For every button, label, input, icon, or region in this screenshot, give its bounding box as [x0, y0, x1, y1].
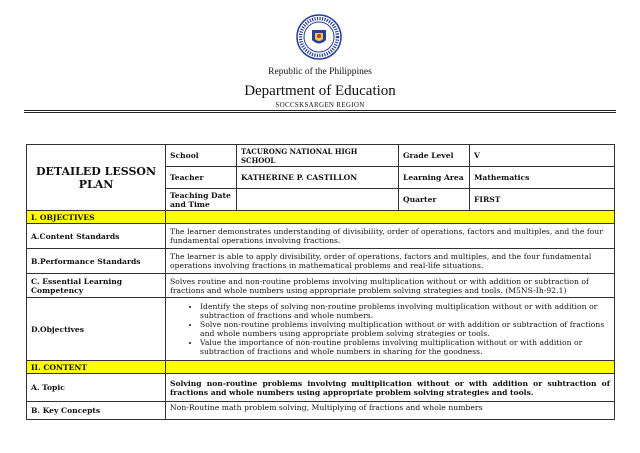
quarter-label: Quarter: [399, 189, 470, 211]
key-concepts-text: Non-Routine math problem solving, Multiplying of fractions and whole numbers: [166, 402, 615, 420]
department-title: Department of Education: [244, 83, 396, 99]
header-divider: [24, 110, 616, 111]
school-row: [27, 145, 615, 167]
objectives-label: D.Objectives: [27, 298, 166, 361]
learning-area-value: Mathematics: [470, 167, 615, 189]
grade-level-value: V: [470, 145, 615, 167]
content-heading-fill: [166, 361, 615, 374]
republic-text: Republic of the Philippines: [268, 67, 372, 77]
competency-row: [27, 274, 615, 298]
school-value: TACURONG NATIONAL HIGH SCHOOL: [237, 145, 399, 167]
performance-standards-label: B.Performance Standards: [27, 249, 166, 274]
plan-title: DETAILED LESSON PLAN: [27, 145, 166, 211]
objectives-list-cell: [166, 298, 615, 361]
teacher-value: KATHERINE P. CASTILLON: [237, 167, 399, 189]
objective-item: • Solve non-routine problems involving multiplication without or with addition or subtraction of fractions and whole numbers using appropriate problem solving strategies or tools.: [200, 320, 610, 338]
header-divider-thin: [24, 112, 616, 113]
teaching-date-value: [237, 189, 399, 211]
teaching-date-label: Teaching Date and Time: [166, 189, 237, 211]
school-label: School: [166, 145, 237, 167]
competency-text: Solves routine and non-routine problems involving multiplication without or with addition or subtraction of fractions and whole numbers using appropriate problem solving strategies and tools. (M5NS-Ih-92.1): [166, 274, 615, 298]
key-concepts-label: B. Key Concepts: [27, 402, 166, 420]
content-standards-row: [27, 224, 615, 249]
region-text: SOCCSKSARGEN REGION: [275, 101, 365, 109]
topic-row: [27, 374, 615, 402]
objectives-heading: I. OBJECTIVES: [27, 211, 166, 224]
objective-item: • Value the importance of non-routine problems involving multiplication without or with addition or subtraction of fractions and whole numbers in sharing for the goodness.: [200, 338, 610, 356]
competency-label: C. Essential Learning Competency: [27, 274, 166, 298]
content-heading-row: [27, 361, 615, 374]
deped-seal-logo: [296, 14, 342, 60]
learning-area-label: Learning Area: [399, 167, 470, 189]
teacher-label: Teacher: [166, 167, 237, 189]
performance-standards-text: The learner is able to apply divisibility, order of operations, factors and multiples, and the four fundamental operations involving fractions in mathematical problems and real-life situations.: [166, 249, 615, 274]
objectives-row: [27, 298, 615, 361]
objectives-heading-fill: [166, 211, 615, 224]
topic-label: A. Topic: [27, 374, 166, 402]
content-heading: II. CONTENT: [27, 361, 166, 374]
content-standards-text: The learner demonstrates understanding of divisibility, order of operations, factors and multiples, and the four fundamental operations involving fractions.: [166, 224, 615, 249]
lesson-plan-table: [26, 144, 615, 420]
grade-level-label: Grade Level: [399, 145, 470, 167]
content-standards-label: A.Content Standards: [27, 224, 166, 249]
key-concepts-row: [27, 402, 615, 420]
quarter-value: FIRST: [470, 189, 615, 211]
objectives-list: [170, 302, 610, 356]
topic-text: Solving non-routine problems involving multiplication without or with addition or subtraction of fractions and whole numbers using appropriate problem solving strategies and tools.: [166, 374, 615, 402]
objective-item: • Identify the steps of solving non-routine problems involving multiplication without or with addition or subtraction of fractions and whole numbers.: [200, 302, 610, 320]
objectives-heading-row: [27, 211, 615, 224]
performance-standards-row: [27, 249, 615, 274]
